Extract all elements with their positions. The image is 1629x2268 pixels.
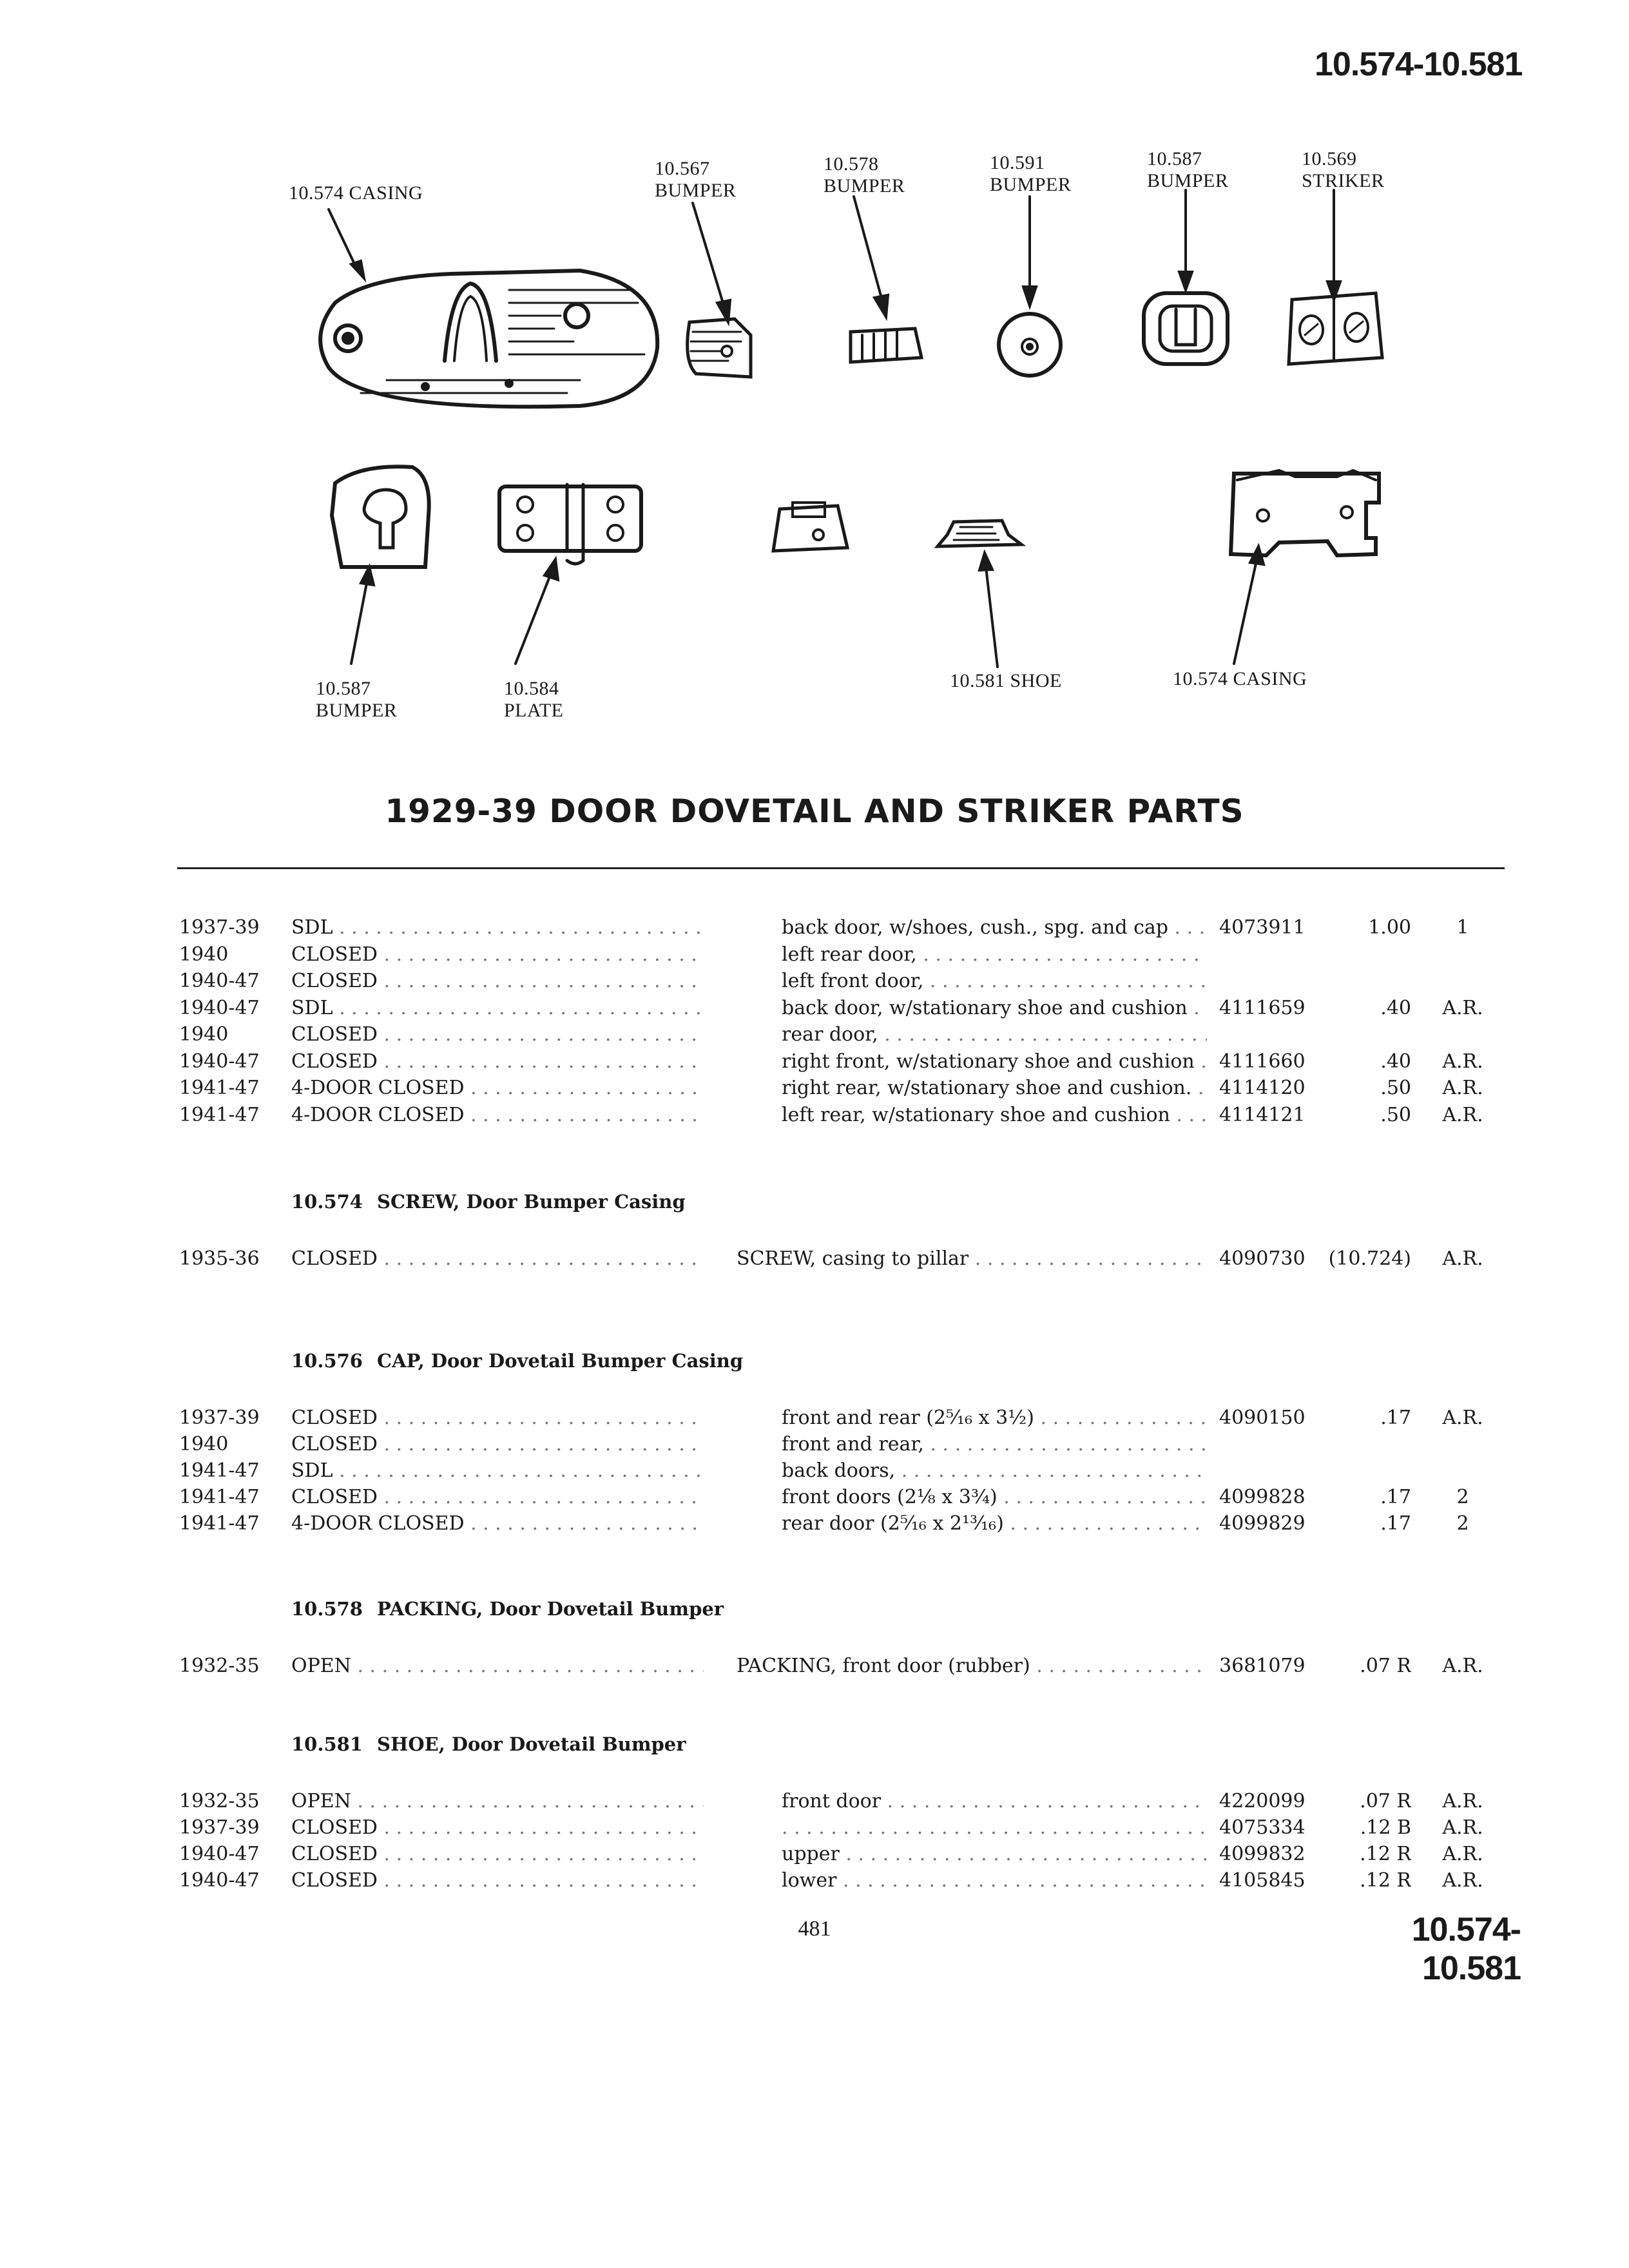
model-cell: CLOSED . . . xyxy=(291,943,704,966)
quantity-cell: 2 xyxy=(1456,1486,1469,1508)
label-bumper-567 xyxy=(655,158,736,202)
part-number-cell: 4220099 xyxy=(1219,1790,1306,1812)
page-number: 481 xyxy=(798,1917,831,1941)
year-cell: 1932-35 xyxy=(179,1655,260,1677)
description-cell: upper . . . xyxy=(782,1843,1207,1865)
section-heading xyxy=(291,1598,724,1620)
part-number-cell: 4111660 xyxy=(1219,1050,1306,1073)
leader-casing-top xyxy=(329,209,358,271)
shoe-581-drawing xyxy=(938,521,1021,546)
table-row xyxy=(0,1077,1629,1104)
price-cell: .17 xyxy=(1380,1407,1411,1429)
quantity-cell: A.R. xyxy=(1442,1843,1483,1865)
label-casing-top: 10.574 CASING xyxy=(289,182,423,204)
leader-bumper-567 xyxy=(693,203,725,309)
description-cell: back doors, . . . xyxy=(782,1459,1207,1482)
label-bumper-591 xyxy=(990,152,1071,196)
arrow-casing-top xyxy=(351,261,364,278)
leader-bumper-578 xyxy=(854,197,883,303)
parts-illustration xyxy=(0,0,1629,760)
quantity-cell: A.R. xyxy=(1442,1077,1483,1099)
part-number-cell: 4105845 xyxy=(1219,1869,1306,1892)
model-cell: CLOSED . . . xyxy=(291,1843,704,1865)
section-title: SHOE, Door Dovetail Bumper xyxy=(377,1733,686,1755)
casing-bottom-drawing xyxy=(1231,470,1379,555)
model-cell: SDL . . . xyxy=(291,916,704,939)
year-cell: 1937-39 xyxy=(179,1407,260,1429)
table-row xyxy=(0,970,1629,997)
description-cell: right front, w/stationary shoe and cushion . . . xyxy=(782,1050,1207,1073)
year-cell: 1940-47 xyxy=(179,1050,260,1073)
label-shoe-581: 10.581 SHOE xyxy=(950,670,1062,691)
quantity-cell: A.R. xyxy=(1442,1103,1483,1126)
table-row xyxy=(0,1407,1629,1434)
page-header-code: 10.574-10.581 xyxy=(1315,46,1523,83)
table-row xyxy=(0,916,1629,943)
table-row xyxy=(0,1512,1629,1539)
description-cell: left rear, w/stationary shoe and cushion . . . xyxy=(782,1104,1207,1126)
price-cell: .07 R xyxy=(1360,1790,1411,1812)
section-number: 10.578 xyxy=(291,1598,363,1620)
part-number-cell: 4090150 xyxy=(1219,1407,1306,1429)
price-cell: .40 xyxy=(1380,1050,1411,1073)
part-number-cell: 4073911 xyxy=(1219,916,1306,939)
label-bumper-587-top xyxy=(1147,148,1228,192)
quantity-cell: A.R. xyxy=(1442,1247,1483,1270)
model-cell: SDL . . . xyxy=(291,1459,704,1482)
page-title: 1929-39 DOOR DOVETAIL AND STRIKER PARTS xyxy=(385,793,1244,830)
section-number: 10.574 xyxy=(291,1191,363,1213)
model-cell: OPEN . . . xyxy=(291,1655,704,1677)
label-bumper-567-name: BUMPER xyxy=(655,180,737,201)
table-row xyxy=(0,1023,1629,1050)
table-row xyxy=(0,997,1629,1024)
section-number: 10.576 xyxy=(291,1350,363,1372)
bumper-567-drawing xyxy=(688,319,751,377)
label-plate-584-number: 10.584 xyxy=(504,678,559,699)
description-cell: back door, w/shoes, cush., spg. and cap . . . xyxy=(782,916,1207,939)
label-bumper-587-bottom-name: BUMPER xyxy=(316,700,398,721)
label-bumper-591-number: 10.591 xyxy=(990,152,1045,173)
label-bumper-567-number: 10.567 xyxy=(655,158,710,179)
parts-drawing xyxy=(0,0,1629,760)
quantity-cell: 2 xyxy=(1456,1512,1469,1535)
model-cell: CLOSED . . . xyxy=(291,1407,704,1429)
section-heading xyxy=(291,1350,743,1372)
bumper-578-drawing xyxy=(851,329,921,362)
year-cell: 1941-47 xyxy=(179,1512,260,1535)
year-cell: 1937-39 xyxy=(179,1816,260,1839)
year-cell: 1940-47 xyxy=(179,970,260,992)
model-cell: CLOSED . . . xyxy=(291,1247,704,1270)
section-title: CAP, Door Dovetail Bumper Casing xyxy=(377,1350,744,1372)
quantity-cell: A.R. xyxy=(1442,1655,1483,1677)
label-bumper-591-name: BUMPER xyxy=(990,174,1072,195)
description-cell: back door, w/stationary shoe and cushion . . . xyxy=(782,997,1207,1019)
price-cell: .50 xyxy=(1380,1103,1411,1126)
model-cell: SDL . . . xyxy=(291,997,704,1019)
model-cell: CLOSED . . . xyxy=(291,1486,704,1508)
price-cell: (10.724) xyxy=(1328,1247,1411,1270)
table-row xyxy=(0,1790,1629,1817)
label-casing-bottom: 10.574 CASING xyxy=(1173,668,1307,689)
table-row xyxy=(0,1459,1629,1486)
model-cell: OPEN . . . xyxy=(291,1790,704,1812)
quantity-cell: A.R. xyxy=(1442,1790,1483,1812)
part-number-cell: 4099832 xyxy=(1219,1843,1306,1865)
section-heading xyxy=(291,1191,686,1213)
model-cell: 4-DOOR CLOSED . . . xyxy=(291,1104,704,1126)
title-divider xyxy=(177,867,1505,869)
price-cell: .12 B xyxy=(1360,1816,1411,1839)
year-cell: 1937-39 xyxy=(179,916,260,939)
label-bumper-578-number: 10.578 xyxy=(824,153,879,175)
description-cell: PACKING, front door (rubber) . . . xyxy=(737,1655,1207,1677)
description-cell: front doors (2⅛ x 3¾) . . . xyxy=(782,1486,1207,1508)
label-bumper-587-bottom-number: 10.587 xyxy=(316,678,371,699)
table-row xyxy=(0,1655,1629,1682)
model-cell: CLOSED . . . xyxy=(291,1050,704,1073)
casing-top-drawing xyxy=(320,271,657,407)
model-cell: 4-DOOR CLOSED . . . xyxy=(291,1077,704,1099)
table-row xyxy=(0,1843,1629,1870)
year-cell: 1940-47 xyxy=(179,1869,260,1892)
section-title: PACKING, Door Dovetail Bumper xyxy=(377,1598,724,1620)
quantity-cell: A.R. xyxy=(1442,1050,1483,1073)
table-row xyxy=(0,1247,1629,1274)
bumper-591-drawing xyxy=(999,314,1061,376)
table-row xyxy=(0,1869,1629,1896)
part-number-cell: 4099828 xyxy=(1219,1486,1306,1508)
price-cell: .40 xyxy=(1380,996,1411,1019)
price-cell: .07 R xyxy=(1360,1655,1411,1677)
model-cell: CLOSED . . . xyxy=(291,1816,704,1839)
table-row xyxy=(0,943,1629,970)
description-cell: left front door, . . . xyxy=(782,970,1207,992)
part-number-cell: 4090730 xyxy=(1219,1247,1306,1270)
price-cell: .50 xyxy=(1380,1077,1411,1099)
table-row xyxy=(0,1816,1629,1843)
table-row xyxy=(0,1486,1629,1513)
description-cell: rear door (2⁵⁄₁₆ x 2¹³⁄₁₆) . . . xyxy=(782,1512,1207,1535)
description-cell: front and rear (2⁵⁄₁₆ x 3½) . . . xyxy=(782,1407,1207,1429)
footer-code: 10.574-10.581 xyxy=(1411,1911,1521,1987)
table-row xyxy=(0,1433,1629,1460)
year-cell: 1941-47 xyxy=(179,1103,260,1126)
year-cell: 1940 xyxy=(179,1433,229,1456)
model-cell: 4-DOOR CLOSED . . . xyxy=(291,1512,704,1535)
price-cell: .12 R xyxy=(1360,1843,1411,1865)
description-cell: lower . . . xyxy=(782,1869,1207,1892)
part-number-cell: 4099829 xyxy=(1219,1512,1306,1535)
quantity-cell: A.R. xyxy=(1442,996,1483,1019)
quantity-cell: 1 xyxy=(1456,916,1469,939)
label-striker-569-name: STRIKER xyxy=(1302,170,1385,191)
description-cell: front and rear, . . . xyxy=(782,1433,1207,1456)
part-number-cell: 4114120 xyxy=(1219,1077,1306,1099)
year-cell: 1941-47 xyxy=(179,1077,260,1099)
bumper-587-top-drawing xyxy=(1144,293,1228,364)
leader-bumper-587-bottom xyxy=(351,580,367,664)
label-bumper-587-top-name: BUMPER xyxy=(1147,170,1229,191)
part-number-cell: 4111659 xyxy=(1219,996,1306,1019)
label-plate-584 xyxy=(504,678,564,722)
year-cell: 1932-35 xyxy=(179,1790,260,1812)
leader-plate-584 xyxy=(516,573,551,664)
year-cell: 1935-36 xyxy=(179,1247,260,1270)
price-cell: .12 R xyxy=(1360,1869,1411,1892)
section-title: SCREW, Door Bumper Casing xyxy=(377,1191,686,1213)
description-cell: front door . . . xyxy=(782,1790,1207,1812)
leader-shoe-581 xyxy=(986,567,998,667)
description-cell xyxy=(782,1816,1207,1839)
price-cell: 1.00 xyxy=(1368,916,1411,939)
label-bumper-578 xyxy=(824,153,905,197)
label-bumper-578-name: BUMPER xyxy=(824,175,905,197)
year-cell: 1941-47 xyxy=(179,1459,260,1482)
model-cell: CLOSED . . . xyxy=(291,1433,704,1456)
part-number-cell: 3681079 xyxy=(1219,1655,1306,1677)
year-cell: 1941-47 xyxy=(179,1486,260,1508)
year-cell: 1940 xyxy=(179,943,229,966)
label-bumper-587-top-number: 10.587 xyxy=(1147,148,1202,169)
description-cell: left rear door, . . . xyxy=(782,943,1207,966)
section-heading xyxy=(291,1733,686,1755)
model-cell: CLOSED . . . xyxy=(291,970,704,992)
model-cell: CLOSED . . . xyxy=(291,1869,704,1892)
model-cell: CLOSED . . . xyxy=(291,1023,704,1046)
year-cell: 1940-47 xyxy=(179,1843,260,1865)
price-cell: .17 xyxy=(1380,1512,1411,1535)
striker-569-drawing xyxy=(1289,293,1382,364)
label-plate-584-name: PLATE xyxy=(504,700,564,721)
description-cell: rear door, . . . xyxy=(782,1023,1207,1046)
quantity-cell: A.R. xyxy=(1442,1407,1483,1429)
label-striker-569-number: 10.569 xyxy=(1302,148,1357,169)
cap-drawing xyxy=(773,503,847,551)
leader-casing-bottom xyxy=(1234,561,1257,664)
quantity-cell: A.R. xyxy=(1442,1869,1483,1892)
bumper-587-bottom-drawing xyxy=(332,466,429,567)
price-cell: .17 xyxy=(1380,1486,1411,1508)
part-number-cell: 4114121 xyxy=(1219,1103,1306,1126)
description-cell: SCREW, casing to pillar . . . xyxy=(737,1247,1207,1270)
label-bumper-587-bottom xyxy=(316,678,397,722)
part-number-cell: 4075334 xyxy=(1219,1816,1306,1839)
year-cell: 1940-47 xyxy=(179,996,260,1019)
table-row xyxy=(0,1104,1629,1131)
year-cell: 1940 xyxy=(179,1023,229,1046)
label-striker-569 xyxy=(1302,148,1385,192)
plate-584-drawing xyxy=(499,485,641,564)
quantity-cell: A.R. xyxy=(1442,1816,1483,1839)
table-row xyxy=(0,1050,1629,1077)
description-cell: right rear, w/stationary shoe and cushion. . . . xyxy=(782,1077,1207,1099)
section-number: 10.581 xyxy=(291,1733,363,1755)
